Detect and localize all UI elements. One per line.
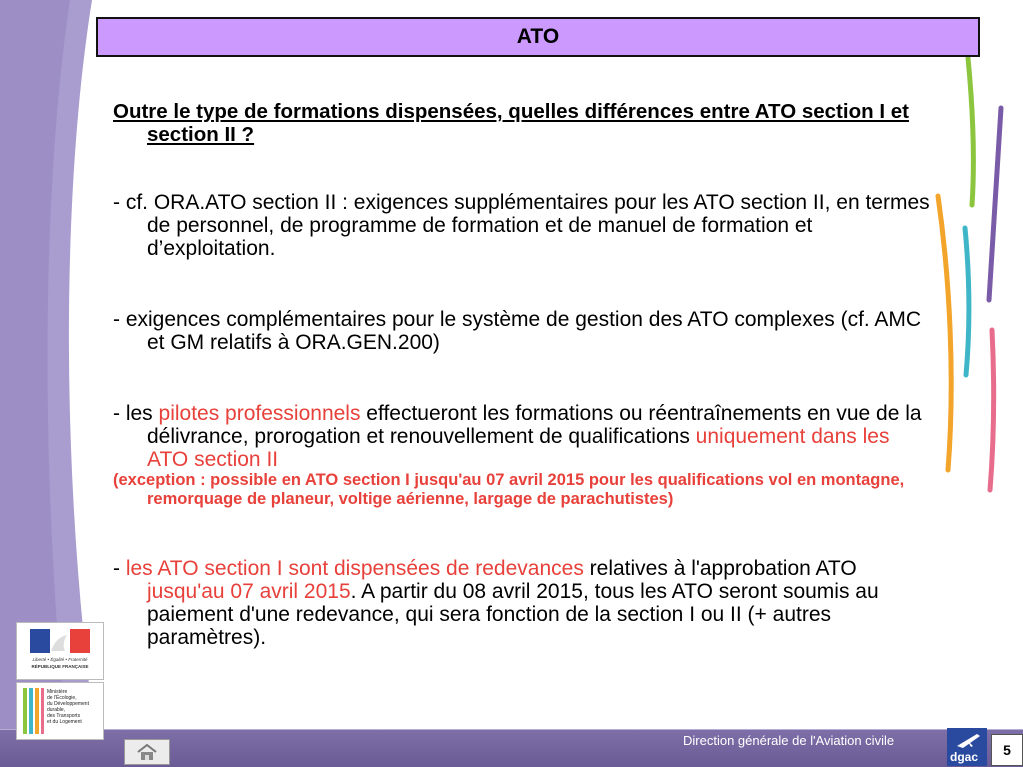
highlight-pilotes: pilotes professionnels <box>158 402 361 425</box>
dgac-logo: dgac <box>947 728 987 766</box>
page-number: 5 <box>991 734 1023 766</box>
paragraph-professional-pilots: - les pilotes professionnels effectueront les formations ou réentraînements en vue de la délivrance, prorogation et renouvellement de qualifications uniquement dans les ATO section II (exception : possible en ATO section I jusqu'au 07 avril 2015 pour les qualifications vol en montagne, remorquage de planeur, voltige aérienne, largage de parachutistes) <box>113 402 935 509</box>
highlight-date: jusqu'au 07 avril 2015 <box>147 580 351 603</box>
exception-note: (exception : possible en ATO section I jusqu'au 07 avril 2015 pour les qualifications vol en montagne, remorquage de planeur, voltige aérienne, largage de parachutistes) <box>113 471 905 508</box>
footer-organization: Direction générale de l'Aviation civile <box>683 733 895 748</box>
home-button[interactable] <box>124 739 170 765</box>
highlight-uniquement: uniquement dans les ATO section II <box>147 425 890 471</box>
ministere-logo: Ministère de l'Écologie, du Développement durable, des Transports et du Logement <box>16 682 104 740</box>
marianne-icon <box>17 623 103 657</box>
ministry-stripes-icon <box>19 684 45 738</box>
question-heading: Outre le type de formations dispensées, quelles différences entre ATO section I et section II ? <box>113 100 909 146</box>
paragraph-complex-ato: - exigences complémentaires pour le système de gestion des ATO complexes (cf. AMC et GM relatifs à ORA.GEN.200) <box>113 308 922 354</box>
home-icon <box>136 743 158 761</box>
paragraph-section-ii: - cf. ORA.ATO section II : exigences supplémentaires pour les ATO section II, en termes de personnel, de programme de formation et de manuel de formation et d’exploitation. <box>113 191 930 260</box>
slide-content <box>113 100 935 649</box>
paragraph-redevances: - les ATO section I sont dispensées de redevances relatives à l'approbation ATO jusqu'au 07 avril 2015. A partir du 08 avril 2015, tous les ATO seront soumis au paiement d'une redevance, qui sera fonction de la section I ou II (+ autres paramètres). <box>113 557 879 649</box>
plane-icon <box>947 728 987 752</box>
slide-title: ATO <box>96 17 980 57</box>
republique-francaise-logo: Liberté • Égalité • Fraternité RÉPUBLIQUE FRANÇAISE <box>16 622 104 680</box>
highlight-redevances: les ATO section I sont dispensées de redevances <box>125 557 584 580</box>
